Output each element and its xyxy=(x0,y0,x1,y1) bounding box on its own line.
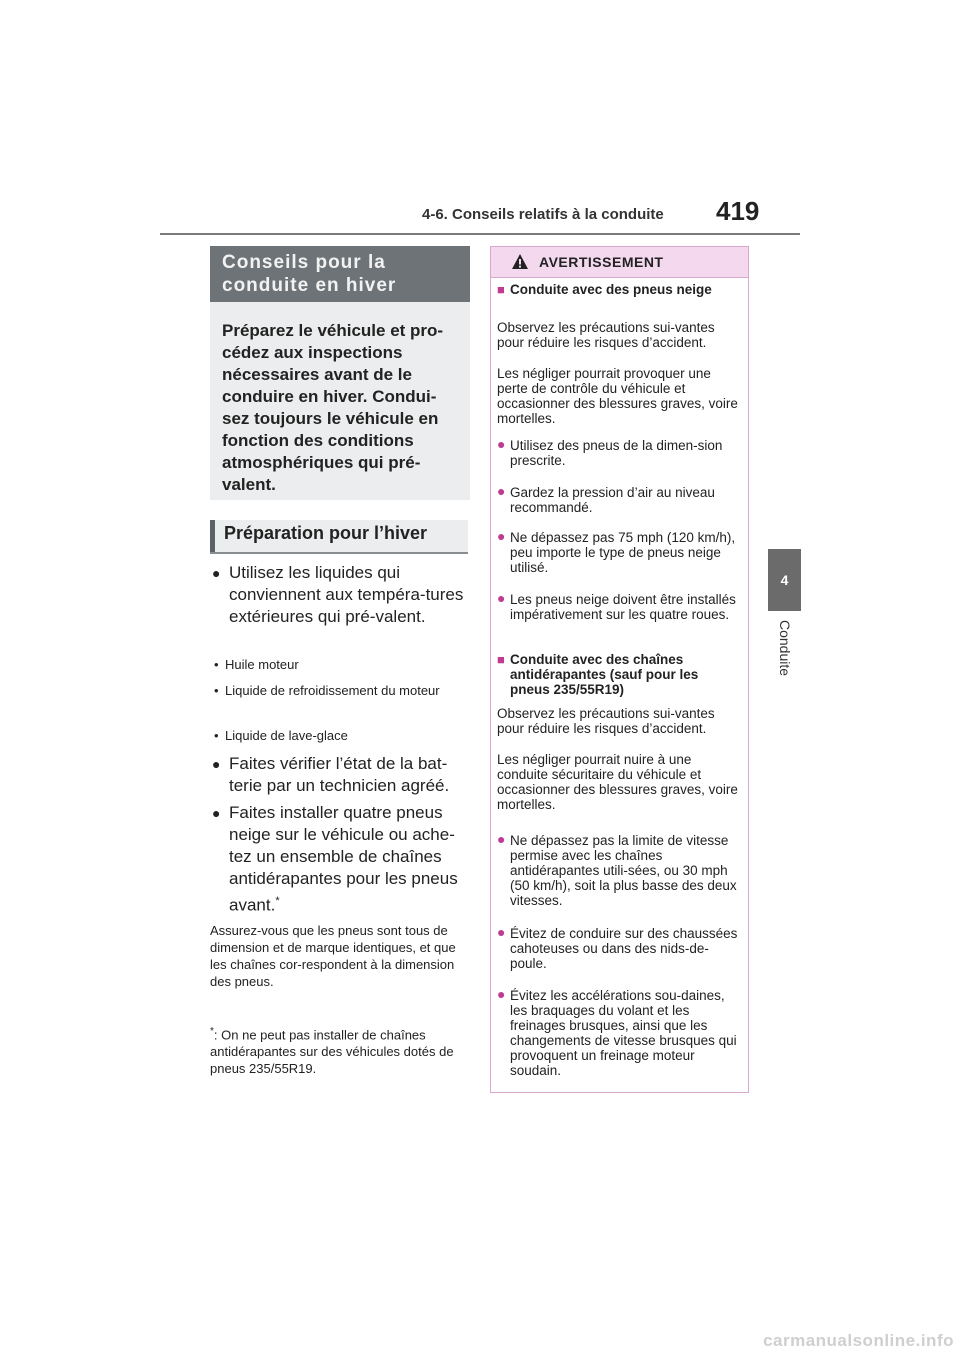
warning-list-item-text: Gardez la pression d’air au niveau recommandé. xyxy=(510,485,715,515)
chapter-tab: 4 xyxy=(768,549,801,611)
warning-list-item xyxy=(497,485,741,515)
list-item-text xyxy=(229,802,468,917)
bullet-icon: • xyxy=(214,657,219,672)
warning-title: AVERTISSEMENT xyxy=(539,254,664,270)
warning-list-item xyxy=(497,833,741,908)
section-title-winter: Conseils pour la conduite en hiver xyxy=(210,246,470,302)
sub-list-item xyxy=(214,727,464,744)
page-number: 419 xyxy=(716,196,760,226)
header-divider xyxy=(160,233,800,235)
warning-header xyxy=(491,247,748,278)
list-item xyxy=(210,562,468,628)
sub-list-item-text: Liquide de refroidissement du moteur xyxy=(225,683,440,698)
warning-subheading-text: Conduite avec des pneus neige xyxy=(510,282,712,297)
section-title-preparation: Préparation pour l’hiver xyxy=(210,520,468,552)
chapter-side-label-text: Conduite xyxy=(777,620,793,677)
sub-list-item xyxy=(214,656,464,673)
section-divider xyxy=(210,552,468,554)
warning-list-item xyxy=(497,438,741,468)
warning-list-item xyxy=(497,988,741,1078)
warning-list-item-text: Évitez de conduire sur des chaussées cahoteuses ou dans des nids-de-poule. xyxy=(510,926,738,971)
bullet-icon: ● xyxy=(497,483,506,499)
bullet-icon: ● xyxy=(497,590,506,606)
warning-paragraph: Les négliger pourrait provoquer une perte de contrôle du véhicule et occasionner des blessures graves, voire mortelles. xyxy=(497,366,738,426)
note-paragraph: Assurez-vous que les pneus sont tous de dimension et de marque identiques, et que les chaînes cor-respondent à la dimension des pneus. xyxy=(210,923,456,989)
footnote-text: : On ne peut pas installer de chaînes antidérapantes sur des véhicules dotés de pneus 235/55R19. xyxy=(210,1027,454,1077)
bullet-icon: • xyxy=(214,728,219,743)
warning-list-item-text: Ne dépassez pas la limite de vitesse permise avec les chaînes antidérapantes utili-sées, ou 30 mph (50 km/h), soit la plus basse des deux vitesses. xyxy=(510,833,737,908)
chapter-heading: 4-6. Conseils relatifs à la conduite xyxy=(422,206,664,223)
warning-list-item xyxy=(497,926,741,971)
bullet-icon: ● xyxy=(212,565,221,581)
intro-paragraph: Préparez le véhicule et pro-cédez aux inspections nécessaires avant de le conduire en hiver. Condui-sez toujours le véhicule en fonction des conditions atmosphériques qui pré-valent. xyxy=(210,302,470,500)
warning-list-item xyxy=(497,530,741,575)
bullet-icon: • xyxy=(214,683,219,698)
square-bullet-icon: ■ xyxy=(497,652,505,667)
warning-list-item xyxy=(497,592,741,622)
warning-list-item-text: Ne dépassez pas 75 mph (120 km/h), peu importe le type de pneus neige utilisé. xyxy=(510,530,736,575)
list-item-text-body: Faites installer quatre pneus neige sur le véhicule ou ache-tez un ensemble de chaînes antidérapantes pour les pneus avant. xyxy=(229,803,458,915)
warning-subheading-text: Conduite avec des chaînes antidérapantes (sauf pour les pneus 235/55R19) xyxy=(510,652,699,697)
list-item xyxy=(210,802,468,917)
warning-box xyxy=(490,246,749,1093)
bullet-icon: ● xyxy=(212,805,221,821)
bullet-icon: ● xyxy=(497,986,506,1002)
list-item-text: Utilisez les liquides qui conviennent aux tempéra-tures extérieures qui pré-valent. xyxy=(229,563,464,626)
footnote-marker: * xyxy=(275,895,280,907)
warning-paragraph: Observez les précautions sui-vantes pour réduire les risques d’accident. xyxy=(497,706,715,736)
warning-paragraph: Les négliger pourrait nuire à une conduite sécuritaire du véhicule et occasionner des blessures graves, voire mortelles. xyxy=(497,752,738,812)
warning-list-item-text: Utilisez des pneus de la dimen-sion prescrite. xyxy=(510,438,723,468)
bullet-icon: ● xyxy=(497,831,506,847)
warning-triangle-icon xyxy=(511,253,529,270)
bullet-icon: ● xyxy=(212,756,221,772)
watermark: carmanualsonline.info xyxy=(763,1331,954,1350)
bullet-icon: ● xyxy=(497,436,506,452)
list-item xyxy=(210,753,468,797)
warning-subheading xyxy=(497,282,741,297)
list-item-text: Faites vérifier l’état de la bat-terie par un technicien agréé. xyxy=(229,754,450,795)
bullet-icon: ● xyxy=(497,528,506,544)
sub-list-item xyxy=(214,682,464,699)
square-bullet-icon: ■ xyxy=(497,282,505,297)
bullet-icon: ● xyxy=(497,924,506,940)
sub-list-item-text: Huile moteur xyxy=(225,657,299,672)
sub-list-item-text: Liquide de lave-glace xyxy=(225,728,348,743)
warning-paragraph: Observez les précautions sui-vantes pour réduire les risques d’accident. xyxy=(497,320,715,350)
warning-list-item-text: Évitez les accélérations sou-daines, les braquages du volant et les freinages brusques, ainsi que les changements de vitesse brusques qui provoquent un freinage moteur soudain. xyxy=(510,988,737,1078)
footnote xyxy=(210,1023,468,1077)
warning-list-item-text: Les pneus neige doivent être installés impérativement sur les quatre roues. xyxy=(510,592,736,622)
chapter-side-label xyxy=(765,620,805,700)
warning-subheading xyxy=(497,652,741,697)
footnote-marker: * xyxy=(210,1026,214,1037)
